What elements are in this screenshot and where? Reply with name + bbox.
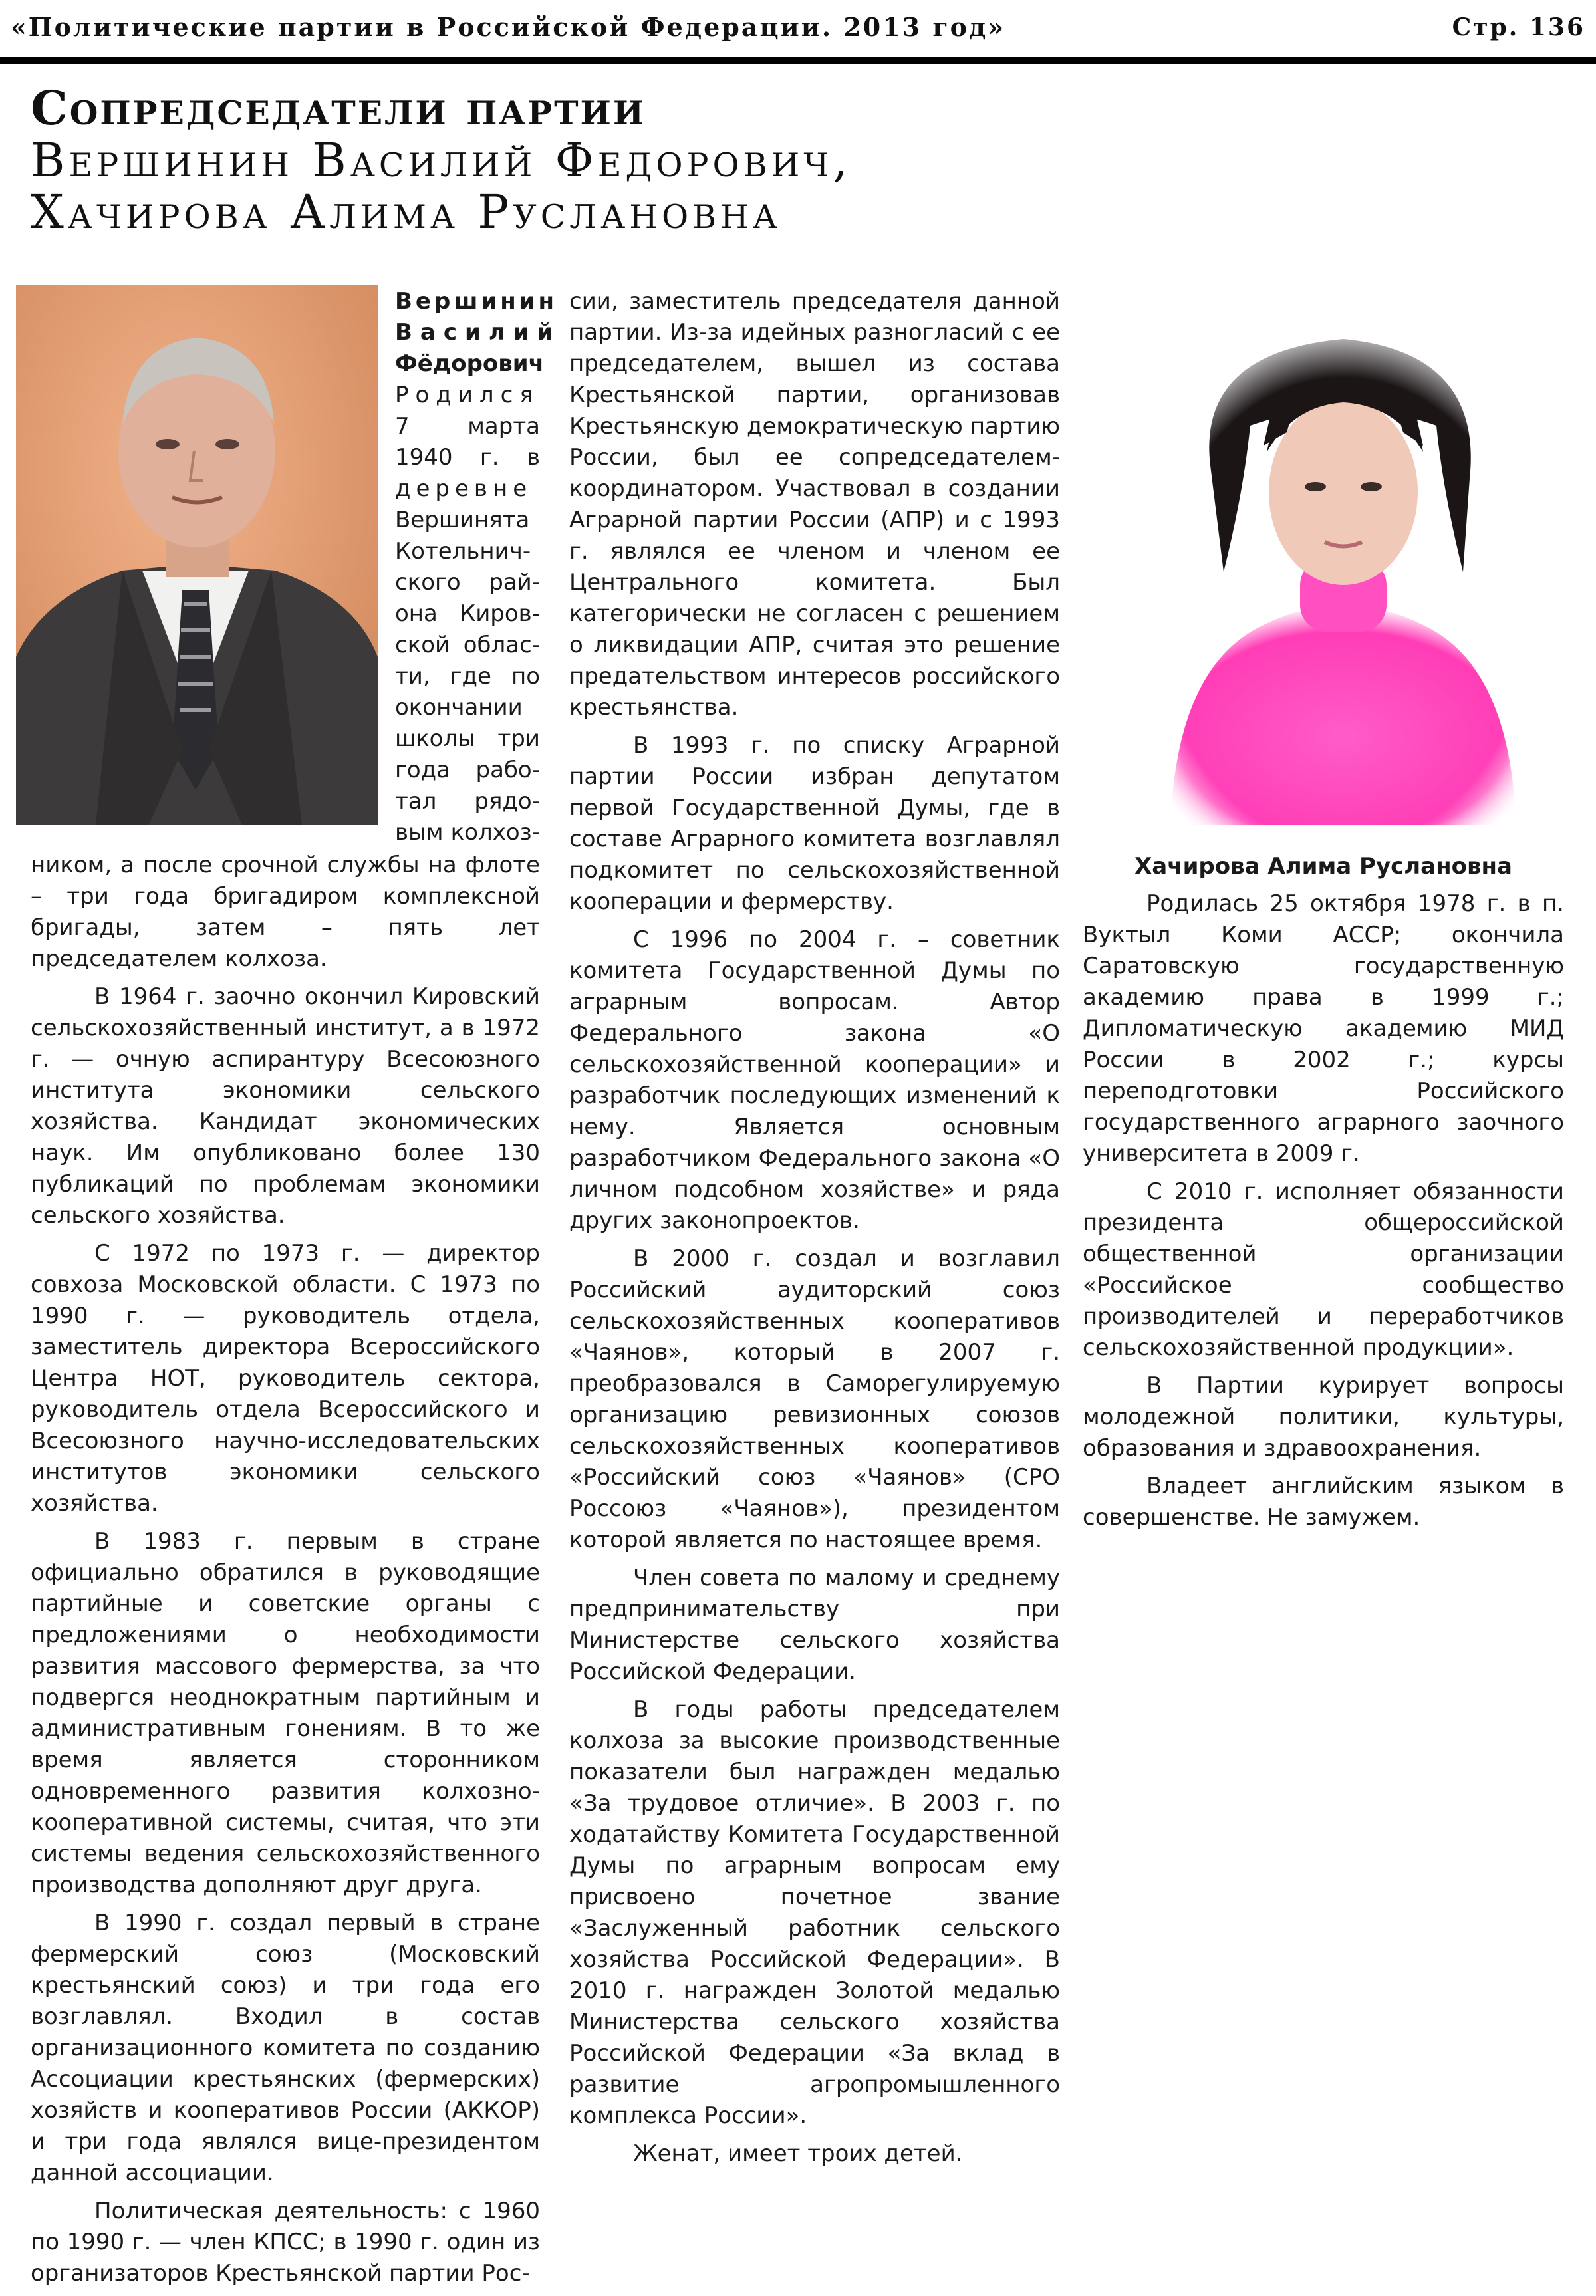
paragraph: В 1964 г. заочно окончил Кировский сельскохозяйственный институт, а в 1972 г. — очную аспирантуру Всесоюзного института экономики сельского хозяйства. Кандидат экономических наук. Им опубликовано более 130 публикаций по проблемам экономики сельского хозяйства. <box>31 983 540 1229</box>
wrap-line: Котельнич- <box>395 538 531 565</box>
paragraph: В 1983 г. первым в стране официально обратился в руководящие партийные и советские органы с предложениями о необходимости развития массового фермерства, за что подвергся неоднократным партийным и административным гонениям. В то же время является сторонником одновременного развития колхозно-кооперативной системы, считая, что эти системы ведения сельскохозяйственного производства дополняют друг друга. <box>31 1528 540 1898</box>
title-line-2: Вершинин Василий Федорович, <box>31 133 852 188</box>
paragraph: Политическая деятельность: с 1960 по 1990 г. — член КПСС; в 1990 г. один из организаторов Крестьянской партии Рос- <box>31 2198 540 2287</box>
vershinin-patronymic: Фёдорович <box>395 350 544 377</box>
paragraph: В 1990 г. создал первый в стране фермерский союз (Московский крестьянский союз) и три года его возглавлял. Входил в состав организационного комитета по созданию Ассоциации крестьянских (фермерских) хозяйств и кооперативов России (АККОР) и три года являлся вице-президентом данной ассоциации. <box>31 1910 540 2186</box>
page-number: Стр. 136 <box>1452 13 1585 41</box>
article-title <box>31 82 852 238</box>
wrap-line: Вершинята <box>395 507 530 533</box>
paragraph: Член совета по малому и среднему предпринимательству при Министерстве сельского хозяйства Российской Федерации. <box>569 1565 1060 1685</box>
paragraph: В 2000 г. создал и возглавил Российский аудиторский союз сельскохозяйственных кооперативов «Чаянов», который в 2007 г. преобразовался в Саморегулируемую организацию ревизионных союзов сельскохозяйственных кооперативов «Российский союз «Чаянов» (СРО Россоюз «Чаянов»), президентом которой является по настоящее время. <box>569 1245 1060 1553</box>
paragraph: Родилась 25 октября 1978 г. в п. Вуктыл Коми АССР; окончила Саратовскую государственную академию права в 1999 г.; Дипломатическую академию МИД России в 2002 г.; курсы переподготовки Российского государственного аграрного заочного университета в 2009 г. <box>1083 890 1564 1167</box>
vershinin-name-block <box>395 286 561 848</box>
khachirova-portrait-image <box>1130 293 1556 825</box>
column-1 <box>31 850 540 2296</box>
paragraph: С 2010 г. исполняет обязанности президента общероссийской общественной организации «Российское сообщество производителей и переработчиков сельскохозяйственной продукции». <box>1083 1178 1564 1361</box>
wrap-line: окончании <box>395 694 523 721</box>
column-2 <box>569 286 1060 2176</box>
khachirova-photo <box>1130 293 1556 825</box>
paragraph: В годы работы председателем колхоза за высокие производственные показатели был награжден медалью «За трудовое отличие». В 2003 г. по ходатайству Комитета Государственной Думы по аграрным вопросам ему присвоено почетное звание «Заслуженный работник сельского хозяйства Российской Федерации». В 2010 г. награжден Золотой медалью Министерства сельского хозяйства Российской Федерации «За вклад в развитие агропромышленного комплекса России». <box>569 1696 1060 2129</box>
wrap-line: ти, где по <box>395 663 540 690</box>
vershinin-portrait-image <box>16 285 378 825</box>
vershinin-surname: Вершинин <box>395 288 558 315</box>
paragraph: ником, а после срочной службы на флоте – три года бригадиром комплексной бригады, затем – пять лет председателем колхоза. <box>31 852 540 972</box>
vershinin-first-name: Василий <box>395 319 561 346</box>
running-title: «Политические партии в Российской Федерации. 2013 год» <box>11 12 1006 42</box>
paragraph: С 1996 по 2004 г. – советник комитета Государственной Думы по аграрным вопросам. Автор Федерального закона «О сельскохозяйственной кооперации» и разработчик последующих изменений к нему. Является основным разработчиком Федерального закона «О личном подсобном хозяйстве» и ряда других законопроектов. <box>569 926 1060 1234</box>
title-line-1: Сопредседатели партии <box>31 80 646 136</box>
paragraph: Женат, имеет троих детей. <box>633 2140 963 2167</box>
paragraph: сии, заместитель председателя данной партии. Из-за идейных разногласий с ее председателем, вышел из состава Крестьянской партии, организовав Крестьянскую демократическую партию России, был ее сопредседателем-координатором. Участвовал в создании Аграрной партии России (АПР) и с 1993 г. являлся ее членом и членом ее Центрального комитета. Был категорически не согласен с решением о ликвидации АПР, считая это решение предательством интересов российского крестьянства. <box>569 288 1060 721</box>
wrap-line: Родился <box>395 382 540 408</box>
wrap-line: ского рай- <box>395 569 540 596</box>
wrap-line: года рабо- <box>395 757 540 783</box>
paragraph: В Партии курирует вопросы молодежной политики, культуры, образования и здравоохранения. <box>1083 1372 1564 1462</box>
paragraph: В 1993 г. по списку Аграрной партии России избран депутатом первой Государственной Думы, где в составе Аграрного комитета возглавлял подкомитет по сельскохозяйственной кооперации и фермерству. <box>569 732 1060 915</box>
khachirova-caption: Хачирова Алима Руслановна <box>1134 853 1512 880</box>
page-header <box>0 0 1596 66</box>
wrap-line: деревне <box>395 475 533 502</box>
vershinin-photo <box>16 285 378 825</box>
wrap-line: ской облас- <box>395 632 540 658</box>
wrap-line: она Киров- <box>395 600 540 627</box>
wrap-line: 1940 г. в <box>395 444 540 471</box>
paragraph: С 1972 по 1973 г. — директор совхоза Московской области. С 1973 по 1990 г. — руководитель отдела, заместитель директора Всероссийского Центра НОТ, руководитель сектора, руководитель отдела Всероссийского и Всесоюзного научно-исследовательских институтов экономики сельского хозяйства. <box>31 1240 540 1517</box>
header-rule <box>0 57 1596 64</box>
wrap-line: 7 марта <box>395 413 540 440</box>
wrap-line: школы три <box>395 725 540 752</box>
paragraph: Владеет английским языком в совершенстве. Не замужем. <box>1083 1473 1564 1531</box>
title-line-3: Хачирова Алима Руслановна <box>31 185 781 239</box>
column-3 <box>1083 888 1564 1540</box>
wrap-line: вым колхоз- <box>395 819 540 846</box>
wrap-line: тал рядо- <box>395 788 540 815</box>
